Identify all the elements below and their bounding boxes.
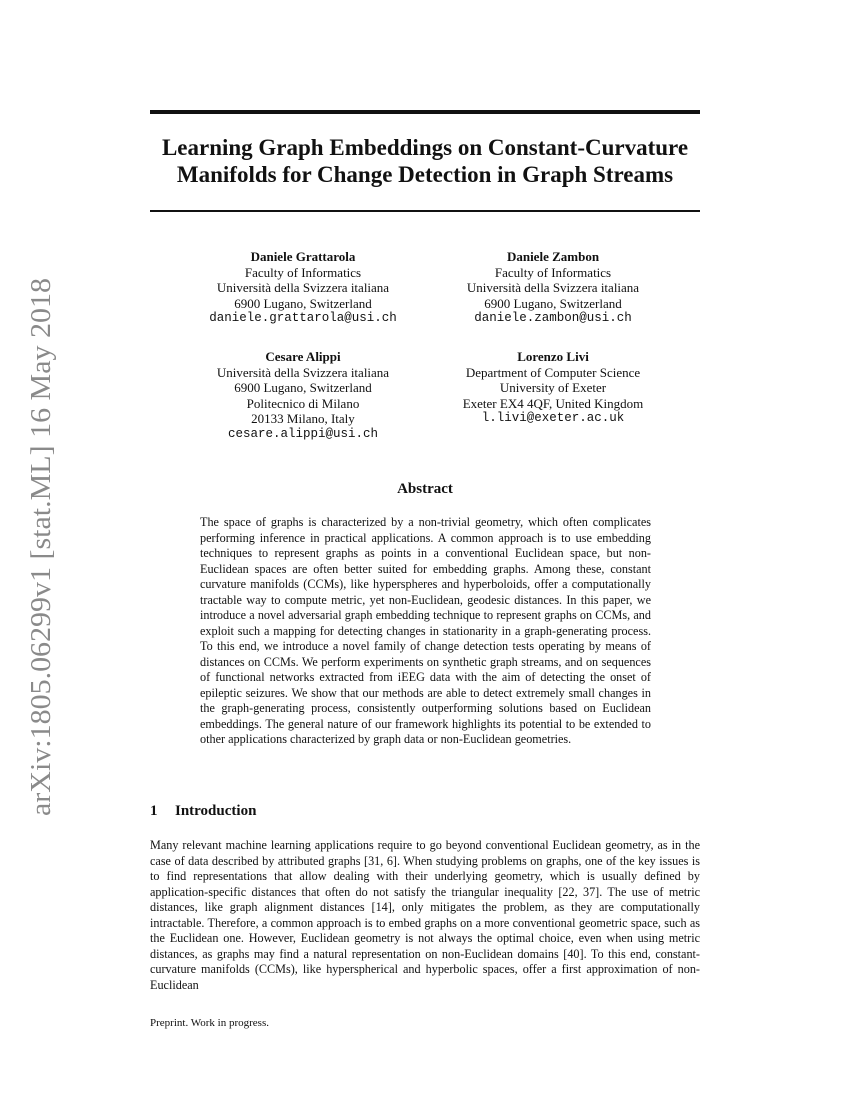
author-block-zambon [418, 249, 688, 327]
section-number: 1 [150, 803, 158, 819]
author-email[interactable]: l.livi@exeter.ac.uk [481, 411, 625, 425]
paper-title [130, 134, 720, 188]
paper-title-line-1: Learning Graph Embeddings on Constant-Curvature [161, 135, 689, 160]
title-rule-bottom [150, 210, 700, 212]
author-address: 20133 Milano, Italy [251, 411, 355, 426]
author-name: Daniele Zambon [506, 249, 600, 264]
author-name: Cesare Alippi [265, 349, 341, 364]
section-title: Introduction [175, 803, 257, 819]
author-block-livi [418, 349, 688, 427]
author-affiliation: Faculty of Informatics [244, 264, 362, 280]
author-affiliation: University of Exeter [499, 380, 607, 395]
author-affiliation: Università della Svizzera italiana [466, 280, 640, 295]
author-affiliation: Università della Svizzera italiana [216, 364, 390, 380]
author-block-alippi [168, 349, 438, 442]
author-email[interactable]: daniele.zambon@usi.ch [474, 311, 632, 325]
arxiv-identifier-text: arXiv:1805.06299v1 [stat.ML] 16 May 2018 [25, 295, 57, 816]
author-block-grattarola [168, 249, 438, 327]
author-name: Lorenzo Livi [517, 349, 589, 364]
author-affiliation: Università della Svizzera italiana [216, 280, 390, 295]
title-rule-top [150, 110, 700, 114]
footer-note: Preprint. Work in progress. [150, 1017, 269, 1029]
author-email[interactable]: daniele.grattarola@usi.ch [209, 311, 397, 325]
abstract-text: The space of graphs is characterized by a non-trivial geometry, which often complicates performing inference in practical applications. A common approach is to use embedding techniques to represent graphs as points in a conventional Euclidean space, but non-Euclidean spaces are often better suited for embedding graphs. Among these, constant curvature manifolds (CCMs), like hyperspheres and hyperboloids, offer a computationally tractable way to compute metric, yet non-Euclidean, geodesic distances. In this paper, we introduce a novel adversarial graph embedding technique to represent graphs on CCMs, and exploit such a mapping for detecting changes in stationarity in a graph-generating process. To this end, we introduce a novel family of change detection tests operating by means of distances on CCMs. We perform experiments on synthetic graph streams, and on sequences of functional networks extracted from iEEG data with the aim of detecting the onset of epileptic seizures. We show that our methods are able to detect extremely small changes in the graph-generating process, consistently outperforming solutions based on Euclidean embeddings. The general nature of our framework highlights its potential to be extended to other applications characterized by graph data or non-Euclidean geometries. [200, 515, 651, 746]
paper-title-line-2: Manifolds for Change Detection in Graph Streams [176, 162, 674, 187]
author-name: Daniele Grattarola [250, 249, 356, 264]
author-address: 6900 Lugano, Switzerland [484, 295, 622, 311]
section-heading-introduction [150, 803, 256, 820]
author-affiliation: Department of Computer Science [465, 364, 641, 380]
author-affiliation: Politecnico di Milano [246, 395, 360, 411]
abstract-heading: Abstract [397, 481, 453, 497]
author-affiliation: Faculty of Informatics [494, 264, 612, 280]
author-address: 6900 Lugano, Switzerland [234, 380, 372, 395]
author-address: Exeter EX4 4QF, United Kingdom [462, 395, 644, 411]
author-address: 6900 Lugano, Switzerland [234, 295, 372, 311]
arxiv-identifier [20, 276, 60, 816]
introduction-text: Many relevant machine learning applications require to go beyond conventional Euclidean geometry, as in the case of data described by attributed graphs [31, 6]. When studying problems on graphs, one of the key issues is to find representations that allow dealing with their underlying geometry, which is usually defined by application-specific distances that often do not satisfy the triangular inequality [22, 37]. The use of metric distances, like graph alignment distances [14], only mitigates the problem, as they are computationally intractable. Therefore, a common approach is to embed graphs on a more conventional geometric space, such as the Euclidean one. However, Euclidean geometry is not always the optimal choice, even when using metric distances, as graphs may find a natural representation on non-Euclidean domains [40]. To this end, constant-curvature manifolds (CCMs), like hyperspherical and hyperbolic spaces, offer a first approximation of non-Euclidean [150, 838, 700, 992]
author-email[interactable]: cesare.alippi@usi.ch [227, 426, 379, 441]
